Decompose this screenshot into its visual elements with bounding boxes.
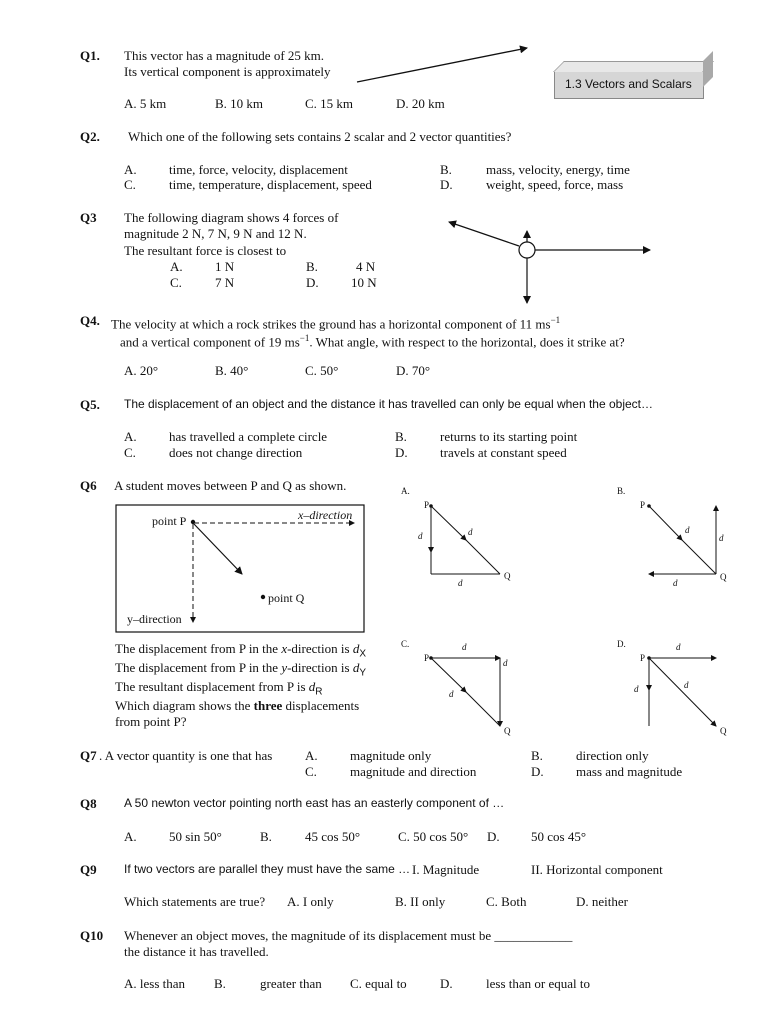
q1-option-c: C. 15 km [305, 96, 354, 111]
q2-label-c: C. [124, 177, 136, 192]
q6-diagram-b [617, 486, 727, 588]
q1-number: Q1. [80, 48, 100, 63]
q8-option-c: C. 50 cos 50° [398, 829, 469, 844]
q5-label-b: B. [395, 429, 407, 444]
q9-ask: Which statements are true? [124, 894, 266, 909]
svg-text:d: d [684, 680, 689, 690]
q6-number: Q6 [80, 478, 97, 493]
q4-number: Q4. [80, 313, 100, 328]
q7-option-c: magnitude and direction [350, 764, 477, 779]
q1-line1: This vector has a magnitude of 25 km. [124, 48, 325, 63]
q10-line1: Whenever an object moves, the magnitude of its displacement must be ____________ [124, 928, 573, 943]
q10-label-d: D. [440, 976, 453, 991]
q7-option-b: direction only [576, 748, 649, 763]
q10-number: Q10 [80, 928, 104, 943]
q7-option-a: magnitude only [350, 748, 432, 763]
q7-label-d: D. [531, 764, 544, 779]
q8-option-d: 50 cos 45° [531, 829, 587, 844]
q10-option-a: A. less than [124, 976, 186, 991]
q8-label-d: D. [487, 829, 500, 844]
q9-option-a: A. I only [287, 894, 334, 909]
q6-text: A student moves between P and Q as shown. [114, 478, 347, 493]
q4-line1: The velocity at which a rock strikes the ground has a horizontal component of 11 $ms^{-1}$ [111, 315, 561, 332]
q1-option-b: B. 10 km [215, 96, 264, 111]
svg-text:d: d [458, 578, 463, 588]
q9-option-d: D. neither [576, 894, 628, 909]
svg-text:d: d [676, 642, 681, 652]
q2-option-a: time, force, velocity, displacement [169, 162, 348, 177]
svg-text:P: P [640, 500, 646, 510]
svg-text:d: d [634, 684, 639, 694]
svg-text:d: d [719, 533, 724, 543]
q5-label-c: C. [124, 445, 136, 460]
q8-text: A 50 newton vector pointing north east has an easterly component of … [124, 796, 505, 810]
svg-text:C.: C. [401, 639, 410, 649]
q9-text: If two vectors are parallel they must have the same … [124, 862, 411, 876]
q3-line2: magnitude 2 N, 7 N, 9 N and 12 N. [124, 226, 307, 241]
q3-label-a: A. [170, 259, 183, 274]
q6-diagram-c [401, 639, 511, 736]
q3-line3: The resultant force is closest to [124, 243, 287, 258]
q2-label-a: A. [124, 162, 137, 177]
q1-option-d: D. 20 km [396, 96, 445, 111]
q6-line1: The displacement from P in the x-direction is $d_X$ [115, 641, 366, 660]
q4-option-d: D. 70° [396, 363, 431, 378]
q4-option-b: B. 40° [215, 363, 249, 378]
q6-diagram-d [617, 639, 727, 736]
q9-option-b: B. II only [395, 894, 446, 909]
q10-option-b: greater than [260, 976, 322, 991]
q5-label-d: D. [395, 445, 408, 460]
svg-text:Q: Q [504, 726, 511, 736]
svg-text:point Q: point Q [268, 591, 305, 605]
q4-option-c: C. 50° [305, 363, 339, 378]
q10-option-c: C. equal to [350, 976, 407, 991]
q5-option-c: does not change direction [169, 445, 303, 460]
q3-option-a: 1 N [215, 259, 235, 274]
svg-text:P: P [640, 653, 646, 663]
svg-text:B.: B. [617, 486, 626, 496]
q3-line1: The following diagram shows 4 forces of [124, 210, 339, 225]
svg-text:d: d [468, 527, 473, 537]
q4-option-a: A. 20° [124, 363, 159, 378]
q9-statement-1: I. Magnitude [412, 862, 480, 877]
svg-text:d: d [685, 525, 690, 535]
svg-text:P: P [424, 653, 430, 663]
q3-number: Q3 [80, 210, 97, 225]
q6-scenario-box [116, 505, 364, 632]
q1-vector-arrow [357, 48, 527, 82]
q9-statement-2: II. Horizontal component [531, 862, 663, 877]
svg-text:d: d [673, 578, 678, 588]
svg-text:P: P [424, 500, 430, 510]
q5-option-b: returns to its starting point [440, 429, 578, 444]
svg-text:d: d [462, 642, 467, 652]
q6-line2: The displacement from P in the y-direction is $d_Y$ [115, 660, 366, 679]
q5-number: Q5. [80, 397, 100, 412]
svg-text:D.: D. [617, 639, 626, 649]
q5-option-a: has travelled a complete circle [169, 429, 328, 444]
svg-text:Q: Q [720, 726, 727, 736]
q3-label-c: C. [170, 275, 182, 290]
q1-line2: Its vertical component is approximately [124, 64, 331, 79]
q2-text: Which one of the following sets contains 2 scalar and 2 vector quantities? [128, 129, 512, 144]
q9-number: Q9 [80, 862, 97, 877]
q3-option-d: 10 N [351, 275, 377, 290]
q3-force-diagram [449, 222, 650, 303]
q6-diagram-a [401, 486, 511, 588]
q8-number: Q8 [80, 796, 97, 811]
q3-option-b: 4 N [356, 259, 376, 274]
q2-number: Q2. [80, 129, 100, 144]
q3-label-d: D. [306, 275, 319, 290]
q2-option-b: mass, velocity, energy, time [486, 162, 630, 177]
q5-text: The displacement of an object and the distance it has travelled can only be equal when the object… [124, 397, 654, 411]
q7-number: Q7 [80, 748, 97, 763]
q8-option-a: 50 sin 50° [169, 829, 222, 844]
q9-option-c: C. Both [486, 894, 527, 909]
q5-option-d: travels at constant speed [440, 445, 567, 460]
q6-line4: Which diagram shows the three displacements [115, 698, 360, 713]
q6-line5: from point P? [115, 714, 187, 729]
svg-text:x–direction: x–direction [298, 508, 353, 522]
badge-label: 1.3 Vectors and Scalars [565, 77, 692, 91]
q2-option-d: weight, speed, force, mass [486, 177, 624, 192]
q7-label-b: B. [531, 748, 543, 763]
svg-text:d: d [418, 531, 423, 541]
q7-label-c: C. [305, 764, 317, 779]
svg-text:d: d [503, 658, 508, 668]
q1-option-a: A. 5 km [124, 96, 167, 111]
svg-text:A.: A. [401, 486, 410, 496]
svg-text:Q: Q [504, 571, 511, 581]
q2-label-b: B. [440, 162, 452, 177]
q7-option-d: mass and magnitude [576, 764, 683, 779]
q10-option-d: less than or equal to [486, 976, 590, 991]
q3-label-b: B. [306, 259, 318, 274]
svg-text:Q: Q [720, 572, 727, 582]
q8-label-a: A. [124, 829, 137, 844]
q10-line2: the distance it has travelled. [124, 944, 269, 959]
q2-label-d: D. [440, 177, 453, 192]
q5-label-a: A. [124, 429, 137, 444]
svg-text:y–direction: y–direction [127, 612, 182, 626]
q3-option-c: 7 N [215, 275, 235, 290]
svg-text:d: d [449, 689, 454, 699]
svg-text:point P: point P [152, 514, 187, 528]
q8-label-b: B. [260, 829, 272, 844]
q2-option-c: time, temperature, displacement, speed [169, 177, 372, 192]
q8-option-b: 45 cos 50° [305, 829, 361, 844]
q6-line3: The resultant displacement from P is $d_R$ [115, 679, 323, 698]
q7-text: . A vector quantity is one that has [99, 748, 273, 763]
q10-label-b: B. [214, 976, 226, 991]
q7-label-a: A. [305, 748, 318, 763]
q4-line2: and a vertical component of 19 $ms^{-1}$. What angle, with respect to the horizontal, does it strike at? [120, 333, 625, 350]
